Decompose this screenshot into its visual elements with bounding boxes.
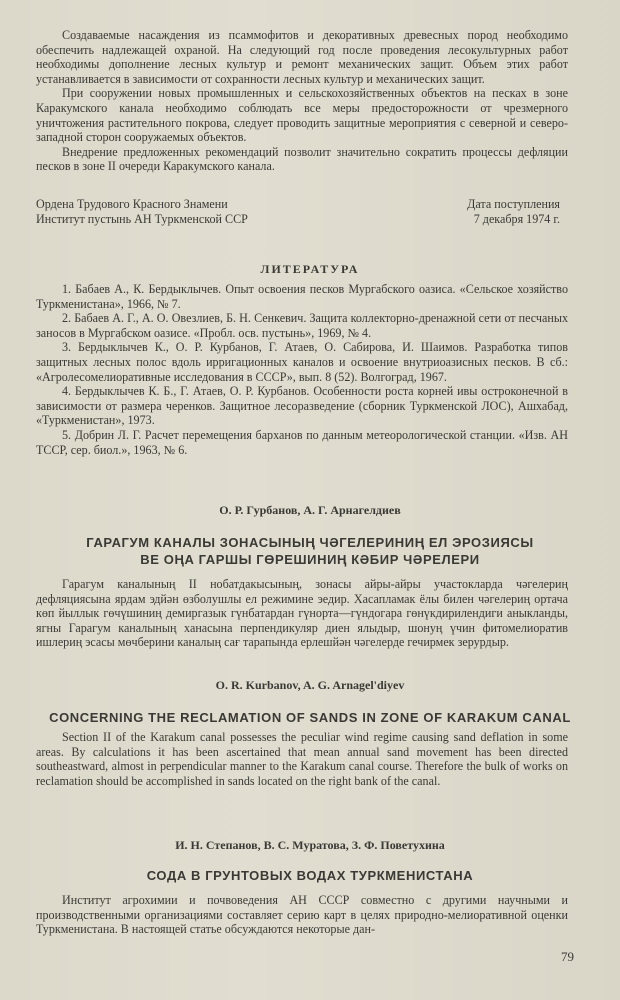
summary-en-authors: O. R. Kurbanov, A. G. Arnagel'diyev — [215, 678, 405, 692]
summary-en-title: CONCERNING THE RECLAMATION OF SANDS IN ZONE OF KARAKUM CANAL — [49, 710, 571, 725]
reference-item: 3. Бердыклычев К., О. Р. Курбанов, Г. Атаев, О. Сабирова, И. Шаимов. Разработка типов защитных лесных полос вдоль ирригационных каналов и освоение внутриоазисных песков. В сб.: «Агролесомелиоративные исследования в СССР», вып. 8 (52). Волгоград, 1967. — [36, 340, 568, 384]
references-list — [36, 282, 568, 457]
intro-paragraph: Внедрение предложенных рекомендаций позволит значительно сократить процессы дефляции песков в зоне II очереди Каракумского канала. — [36, 144, 568, 174]
reference-item: 5. Добрин Л. Г. Расчет перемещения барханов по данным метеорологической станции. «Изв. АН ТССР, сер. биол.», 1963, № 6. — [36, 427, 568, 457]
summary-tm-authors: О. Р. Гурбанов, А. Г. Арнагелдиев — [219, 503, 401, 517]
article-title: СОДА В ГРУНТОВЫХ ВОДАХ ТУРКМЕНИСТАНА — [146, 868, 474, 883]
intro-paragraph: При сооружении новых промышленных и сельскохозяйственных объектов на песках в зоне Каракумского канала необходимо соблюдать все меры предосторожности от чрезмерного уничтожения растительного покрова, следует проводить защитные мероприятия с северной и северо-западной сторон сооружаемых объектов. — [36, 86, 568, 145]
references-heading: ЛИТЕРАТУРА — [260, 262, 360, 276]
reference-item: 4. Бердыклычев К. Б., Г. Атаев, О. Р. Курбанов. Особенности роста корней ивы остроконечной в зависимости от размера черенков. Защитное лесоразведение (сборник Туркменской ЛОС), Ашхабад, «Туркменистан», 1973. — [36, 384, 568, 428]
reference-item: 2. Бабаев А. Г., А. О. Овезлиев, Б. Н. Сенкевич. Защита коллекторно-дренажной сети от песчаных заносов в Мургабском оазисе. «Пробл. осв. пустынь», 1969, № 4. — [36, 311, 568, 340]
received-date: 7 декабря 1974 г. — [473, 211, 560, 226]
article-section — [36, 893, 568, 937]
summary-en-section — [36, 730, 568, 788]
summary-tm-section — [36, 577, 568, 650]
title-line: ГАРАГУМ КАНАЛЫ ЗОНАСЫНЫҢ ЧӘГЕЛЕРИНИҢ ЕЛ ЭРОЗИЯСЫ — [86, 535, 534, 550]
article-authors: И. Н. Степанов, В. С. Муратова, З. Ф. Поветухина — [175, 838, 445, 852]
intro-paragraph: Создаваемые насаждения из псаммофитов и декоративных древесных пород необходимо обеспечить надлежащей охраной. На следующий год после проведения лесокультурных работ необходимы дополнение лесных культур и ремонт механических защит. Объем этих работ устанавливается в зависимости от сохранности лесных культур и механических защит. — [36, 28, 568, 86]
summary-tm-title — [0, 534, 620, 568]
summary-en-text: Section II of the Karakum canal possesses the peculiar wind regime causing sand deflation in some areas. By calculations it has been ascertained that mean annual sand movement has been directed southeastward, almost in perpendicular manner to the Karakum canal course. Therefore the bulk of works on reclamation should be accomplished in sands located on the right bank of the canal. — [36, 730, 568, 788]
article-text: Институт агрохимии и почвоведения АН СССР совместно с другими научными и производственными организациями составляет серию карт в целях природно-мелиоративной оценки Туркменистана. В настоящей статье обсуждаются некоторые дан- — [36, 893, 568, 937]
received-date-label: Дата поступления — [467, 197, 560, 211]
reference-item: 1. Бабаев А., К. Бердыклычев. Опыт освоения песков Мургабского оазиса. «Сельское хозяйство Туркменистана», 1966, № 7. — [36, 282, 568, 311]
institution-line: Институт пустынь АН Туркменской ССР — [36, 211, 248, 226]
institution-line: Ордена Трудового Красного Знамени — [36, 197, 228, 211]
title-line: ВЕ ОҢА ГАРШЫ ГӨРЕШИНИҢ КӘБИР ЧӘРЕЛЕРИ — [140, 552, 480, 567]
page-number: 79 — [561, 949, 574, 964]
intro-section — [36, 28, 568, 174]
summary-tm-text: Гарагум каналының II нобатдакысының, зонасы айры-айры участокларда чәгелериң дефляциясына ярдам эдйән өзболушлы ел режимине эедир. Хасапламак ёлы билен чәгелериң ортача көп йыллык гөчүшиниң демиргазык гүнбатардан гүнорта—гүндогара гөнүкдирилендиги аныкланды, ягны Гарагум каналының ханасына перпендикуляр диен ялыдыр, шонуң үчин фитомелиоратив ишлериң эсасы мөчберини каналың сағ тарапында ерлешйән чәгелерде гечирмек зерурдыр. — [36, 577, 568, 650]
